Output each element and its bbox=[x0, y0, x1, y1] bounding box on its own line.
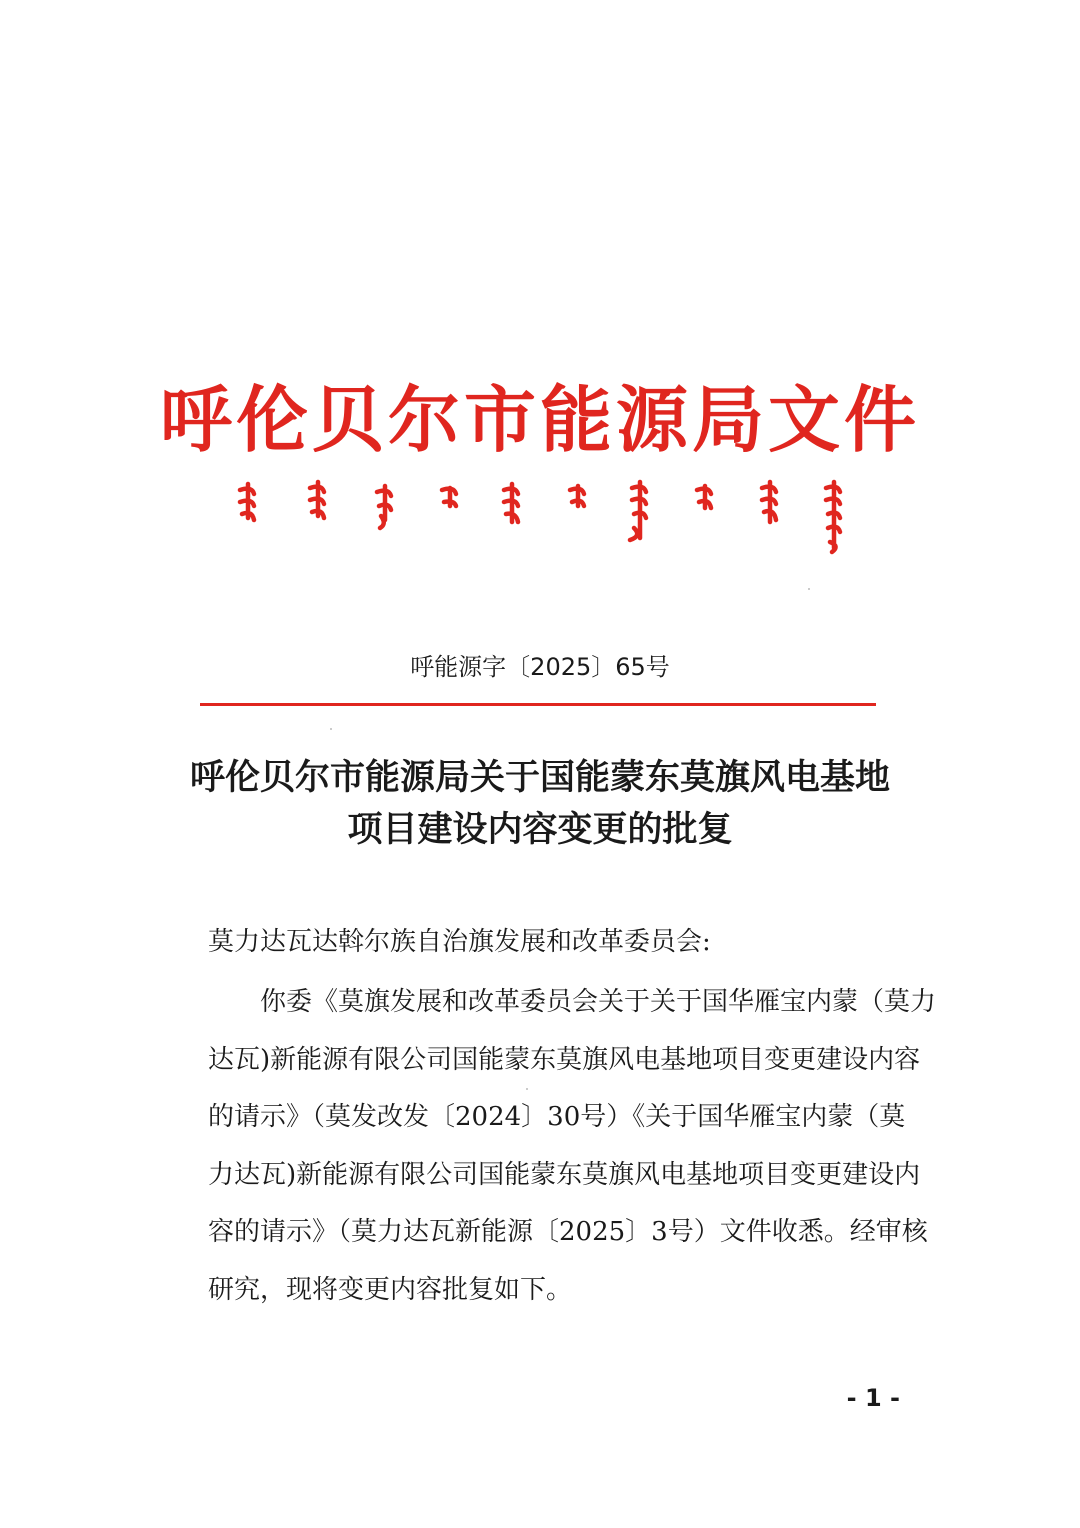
body-line: 研究，现将变更内容批复如下。 bbox=[208, 1275, 573, 1305]
mongolian-script-masthead bbox=[230, 476, 850, 556]
masthead-title: 呼伦贝尔市能源局文件 bbox=[159, 378, 920, 462]
addressee: 莫力达瓦达斡尔族自治旗发展和改革委员会: bbox=[208, 927, 711, 957]
body-line: 达瓦)新能源有限公司国能蒙东莫旗风电基地项目变更建设内容 bbox=[208, 1045, 921, 1075]
page-number: - 1 - bbox=[846, 1384, 900, 1412]
title-line-2: 项目建设内容变更的批复 bbox=[347, 810, 733, 850]
scan-speck bbox=[808, 588, 810, 590]
scan-speck bbox=[526, 1088, 528, 1090]
red-divider-rule bbox=[200, 703, 876, 706]
body-line: 容的请示》（莫力达瓦新能源〔2025〕3号）文件收悉。经审核 bbox=[208, 1217, 928, 1247]
body-line: 你委《莫旗发展和改革委员会关于关于国华雁宝内蒙（莫力 bbox=[208, 987, 937, 1017]
body-line: 力达瓦)新能源有限公司国能蒙东莫旗风电基地项目变更建设内 bbox=[208, 1160, 921, 1190]
document-title bbox=[150, 752, 930, 856]
document-number: 呼能源字〔2025〕65号 bbox=[410, 653, 670, 681]
title-line-1: 呼伦贝尔市能源局关于国能蒙东莫旗风电基地 bbox=[189, 758, 890, 798]
mongolian-glyphs bbox=[240, 482, 840, 552]
body-line: 的请示》（莫发改发〔2024〕30号）《关于国华雁宝内蒙（莫 bbox=[208, 1102, 906, 1132]
scan-speck bbox=[330, 728, 332, 730]
